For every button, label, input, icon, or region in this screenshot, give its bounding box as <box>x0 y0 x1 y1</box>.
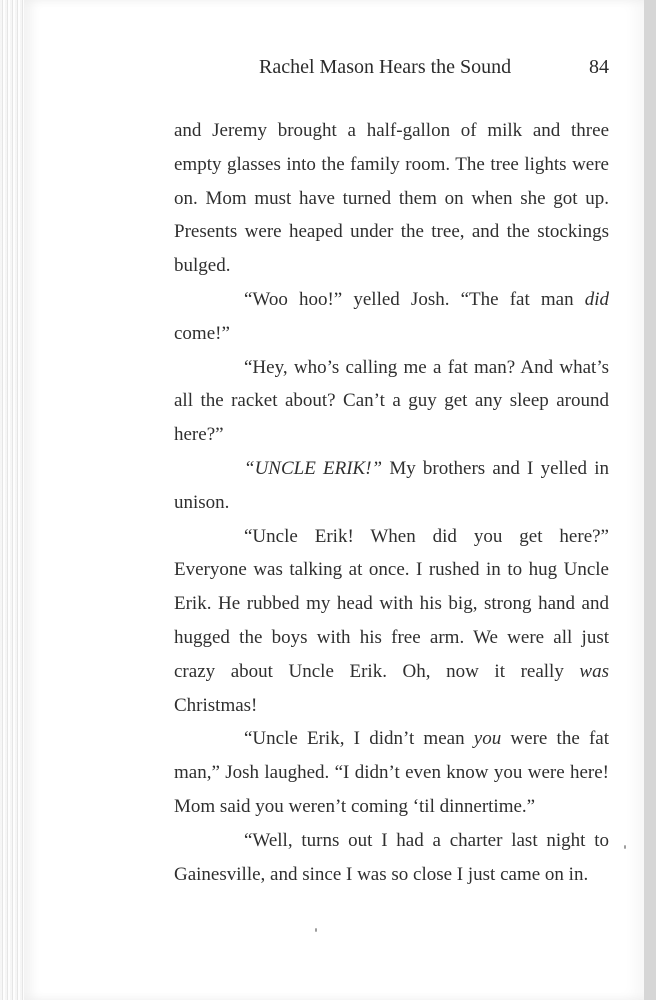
paragraph-1-text: and Jeremy brought a half-gallon of milk and three empty glasses into the family room. The tree lights were on. Mom must have turned them on when she got up. Presents were heaped under the tree, and the stockings bulged. <box>174 120 609 277</box>
paragraph-2 <box>174 283 609 351</box>
page-number: 84 <box>589 56 609 78</box>
paragraph-5 <box>174 520 609 723</box>
paragraph-1 <box>174 114 609 283</box>
chapter-title: Rachel Mason Hears the Sound <box>259 56 512 78</box>
paragraph-6-text-a: “Uncle Erik, I didn’t mean <box>244 728 474 750</box>
paragraph-3-text: “Hey, who’s calling me a fat man? And what’s all the racket about? Can’t a guy get any sleep around here?” <box>174 356 609 446</box>
paragraph-5-text-b: Christmas! <box>174 694 258 716</box>
paragraph-6-text-b: were the fat man,” Josh laughed. “I didn’t even know you were here! Mom said you weren’t coming ‘til dinnertime.” <box>174 728 609 817</box>
paragraph-3 <box>174 351 609 452</box>
paragraph-4-text: My brothers and I yelled in unison. <box>174 457 609 513</box>
paragraph-2-text-a: “Woo hoo!” yelled Josh. “The fat man <box>244 288 585 310</box>
paragraph-5-emphasis: was <box>579 660 609 682</box>
scan-speck <box>624 845 626 849</box>
paragraph-5-text-a: “Uncle Erik! When did you get here?” Everyone was talking at once. I rushed in to hug Uncle Erik. He rubbed my head with his big, strong hand and hugged the boys with his free arm. We were all just crazy about Uncle Erik. Oh, now it really <box>174 525 609 682</box>
scan-speck <box>315 928 317 932</box>
paragraph-2-emphasis: did <box>584 288 609 310</box>
paragraph-7-text: “Well, turns out I had a charter last night to Gainesville, and since I was so close I just came on in. <box>174 829 609 885</box>
running-header <box>259 56 609 86</box>
body-text <box>174 114 609 891</box>
paragraph-2-text-b: come!” <box>174 322 230 344</box>
book-page <box>24 0 644 1000</box>
paragraph-4 <box>174 452 609 520</box>
paragraph-7 <box>174 824 609 892</box>
paragraph-6 <box>174 722 609 823</box>
paragraph-4-emphasis: “UNCLE ERIK!” <box>244 457 383 479</box>
paragraph-6-emphasis: you <box>473 728 502 750</box>
